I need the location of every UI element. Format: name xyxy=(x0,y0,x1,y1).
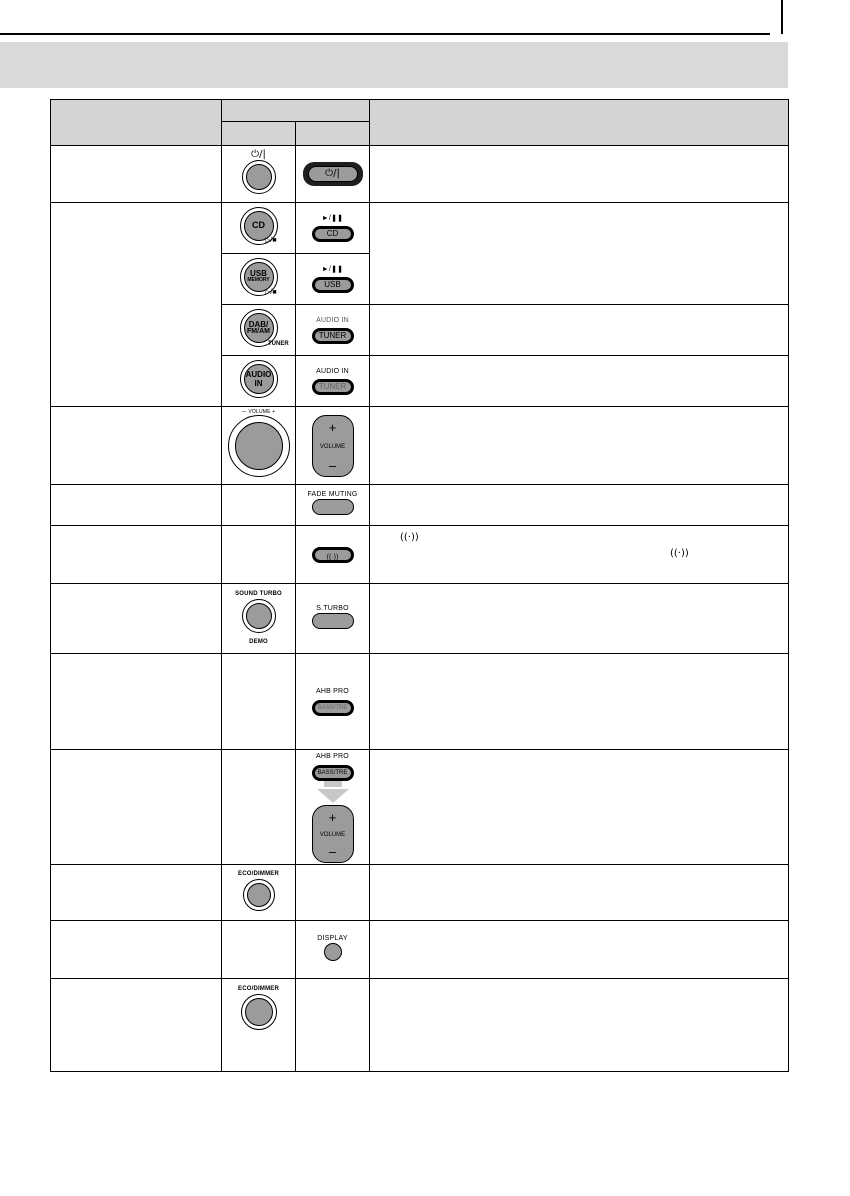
remote-power-button[interactable] xyxy=(303,162,363,186)
audio-in-label: AUDIO IN xyxy=(316,317,349,324)
dab-label: DAB/ xyxy=(248,319,269,329)
ahb-pro-label-2: AHB PRO xyxy=(316,752,349,760)
operations-table xyxy=(50,99,789,1072)
remote-bass-tre-button[interactable]: BASS/TRE xyxy=(312,700,354,716)
table-row xyxy=(51,407,789,485)
table-row xyxy=(51,203,789,254)
play-pause-label-usb: ►/❚❚ xyxy=(321,266,344,273)
fade-muting-label: FADE MUTING xyxy=(307,491,358,498)
arrow-stem xyxy=(324,781,342,787)
table-row xyxy=(51,750,789,865)
remote-surround-button[interactable] xyxy=(312,547,354,563)
remote-usb-button[interactable]: USB xyxy=(312,277,354,293)
remote-volume-button[interactable] xyxy=(312,415,354,477)
table-row xyxy=(51,865,789,921)
in-label: IN xyxy=(254,378,263,388)
fmam-label: FM/AM xyxy=(247,327,270,335)
surround-button-icon: ((·)) xyxy=(326,553,339,561)
remote-cd-button[interactable]: CD xyxy=(312,226,354,242)
unit-eco-dimmer-button[interactable] xyxy=(243,879,275,911)
unit-power-button[interactable] xyxy=(242,160,276,194)
arrow-down-icon xyxy=(317,789,349,803)
surround-icon: ((·)) xyxy=(400,532,419,543)
volume-minus-2: – xyxy=(328,843,337,859)
unit-volume-dial[interactable] xyxy=(228,415,290,477)
unit-sound-turbo-button[interactable] xyxy=(242,599,276,633)
header-remote xyxy=(296,122,370,146)
remote-bass-tre-button-2[interactable]: BASS/TRE xyxy=(312,765,354,781)
volume-minus: – xyxy=(328,457,337,473)
table-row xyxy=(51,526,789,584)
header-function xyxy=(51,100,222,146)
play-pause-label: ►/❚❚ xyxy=(321,215,344,222)
header-unit xyxy=(222,122,296,146)
volume-plus-2: + xyxy=(328,809,337,825)
remote-s-turbo-button[interactable] xyxy=(312,613,354,629)
volume-dial-label: — VOLUME + xyxy=(241,409,276,415)
crop-mark-vertical xyxy=(781,0,783,34)
volume-label: VOLUME xyxy=(319,443,346,450)
remote-fade-muting-button[interactable] xyxy=(312,499,354,515)
play-stop-label: ▷/■ xyxy=(265,237,277,244)
volume-label-2: VOLUME xyxy=(319,831,346,838)
unit-audio-in-button[interactable] xyxy=(240,360,278,398)
surround-icon-2: ((·)) xyxy=(670,548,689,559)
sound-turbo-label: SOUND TURBO xyxy=(235,591,282,597)
table-row xyxy=(51,485,789,526)
remote-display-button[interactable] xyxy=(324,943,342,961)
power-label: ⏻/| xyxy=(251,148,266,160)
display-label: DISPLAY xyxy=(317,934,348,942)
remote-volume-button-2[interactable] xyxy=(312,805,354,863)
memory-label: MEMORY xyxy=(247,276,270,283)
remote-audio-in-button[interactable]: TUNER xyxy=(312,379,354,395)
audio-in-label-2: AUDIO IN xyxy=(316,368,349,375)
ahb-pro-label: AHB PRO xyxy=(316,688,349,695)
remote-tuner-button[interactable]: TUNER xyxy=(312,328,354,344)
table-row xyxy=(51,921,789,979)
header-buttons xyxy=(222,100,370,122)
play-stop-label-usb: ▷/■ xyxy=(265,289,277,296)
power-button-icon: ⏻/| xyxy=(308,166,358,182)
eco-dimmer-label: ECO/DIMMER xyxy=(238,870,279,877)
table-row xyxy=(51,654,789,750)
section-header-band xyxy=(0,42,788,88)
tuner-label-unit: TUNER xyxy=(268,341,289,347)
eco-dimmer-label-2: ECO/DIMMER xyxy=(238,986,279,992)
demo-label: DEMO xyxy=(249,639,268,645)
usb-label: USB xyxy=(250,268,267,278)
table-row xyxy=(51,584,789,654)
cd-label: CD xyxy=(244,211,274,241)
unit-eco-dimmer-button-2[interactable] xyxy=(241,994,277,1030)
table-row xyxy=(51,146,789,203)
volume-plus: + xyxy=(328,419,337,435)
audio-label: AUDIO xyxy=(245,369,272,379)
crop-mark-horizontal xyxy=(0,33,770,35)
header-description xyxy=(370,100,789,146)
table-row xyxy=(51,979,789,1072)
s-turbo-label: S.TURBO xyxy=(316,604,349,612)
